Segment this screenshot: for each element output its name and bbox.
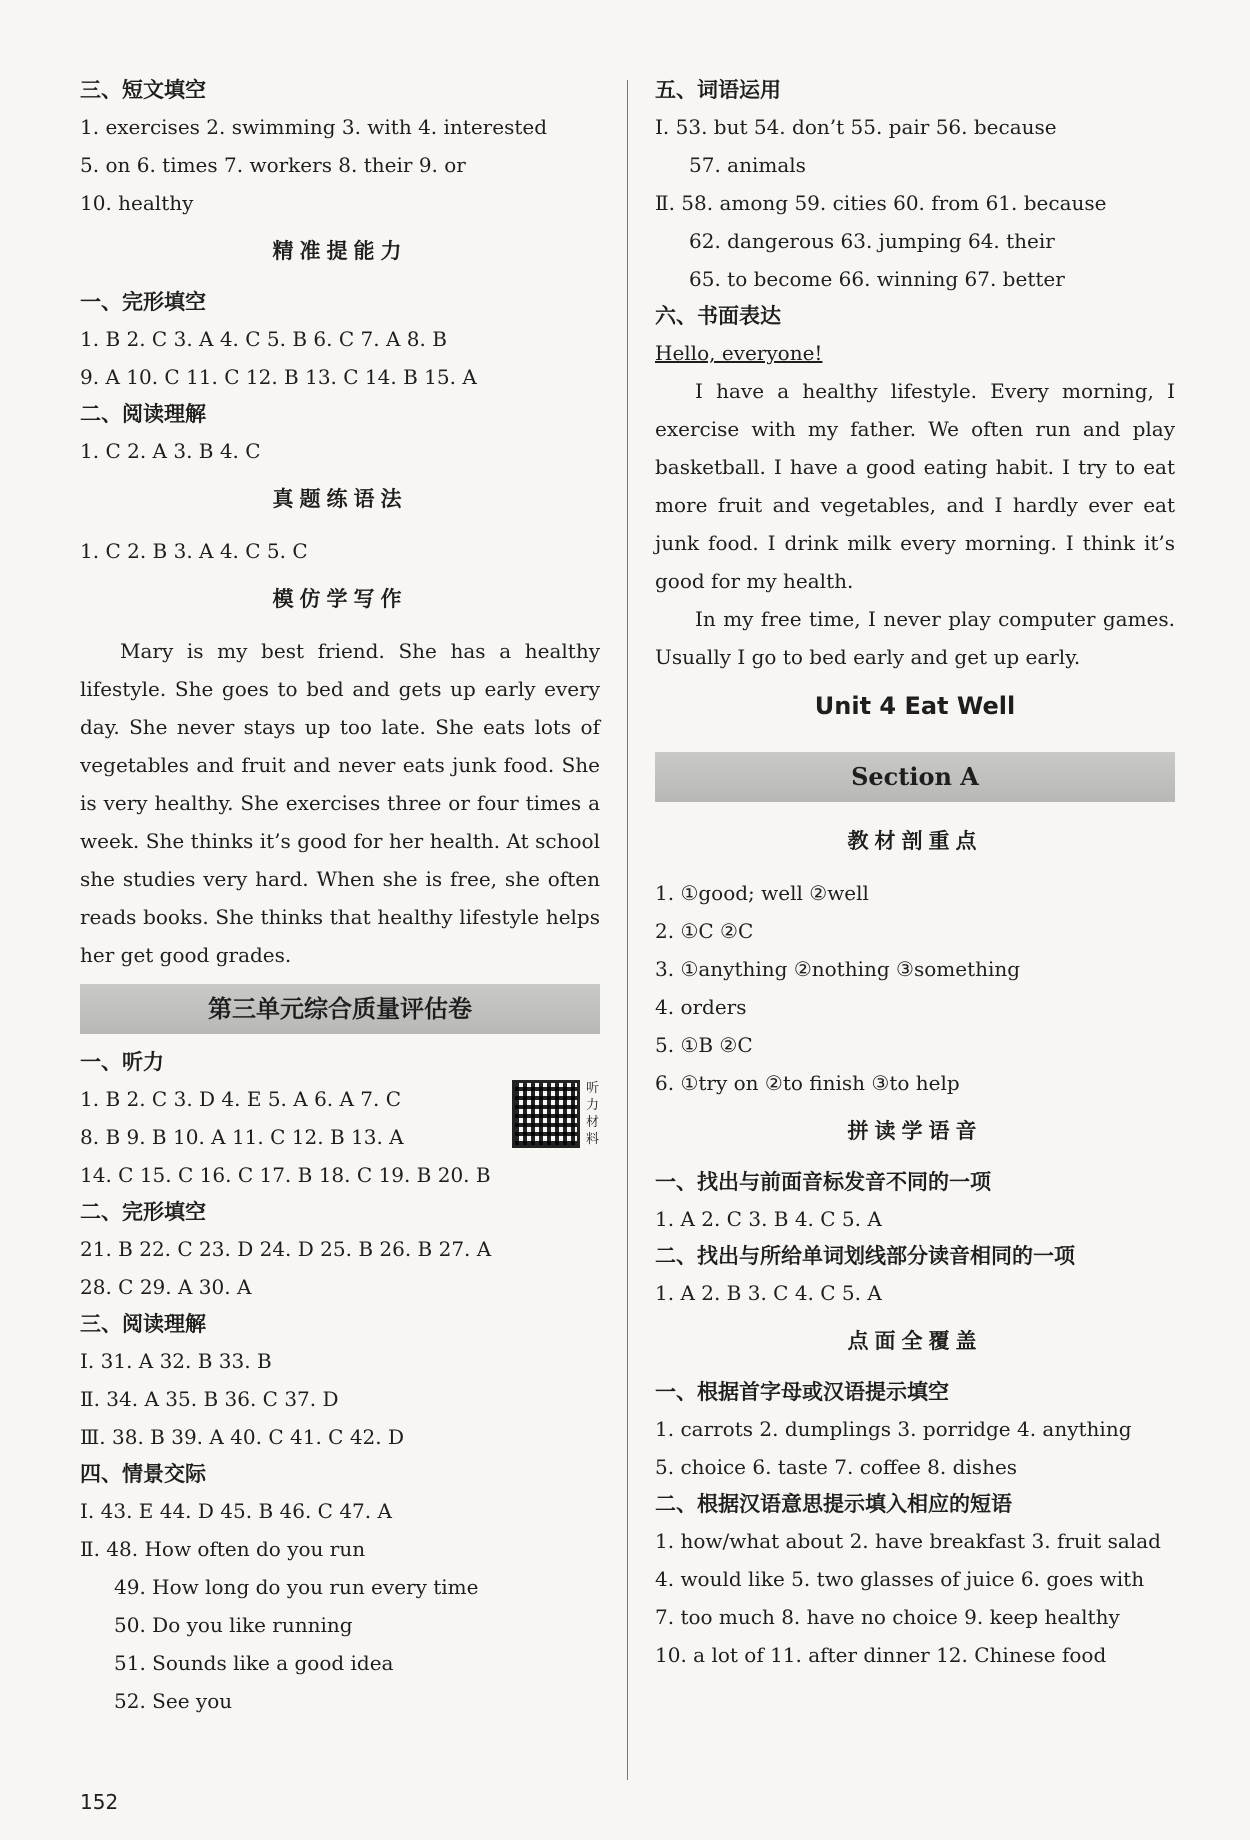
written-essay xyxy=(655,372,1175,676)
essay-greeting: Hello, everyone! xyxy=(655,341,823,365)
section-a-title: Section A xyxy=(655,752,1175,802)
qr-code-icon[interactable] xyxy=(512,1080,580,1148)
heading-textbook: 教材剖重点 xyxy=(847,828,983,853)
answer-line: Ⅱ. 34. A 35. B 36. C 37. D xyxy=(80,1387,339,1411)
answer-line: Ⅰ. 43. E 44. D 45. B 46. C 47. A xyxy=(80,1499,392,1523)
heading-coverage: 点面全覆盖 xyxy=(847,1328,983,1353)
answer-line: 1. B 2. C 3. D 4. E 5. A 6. A 7. C xyxy=(80,1087,402,1111)
answer-line: 2. ①C ②C xyxy=(655,919,754,943)
answer-line: 8. B 9. B 10. A 11. C 12. B 13. A xyxy=(80,1125,404,1149)
answer-line: 57. animals xyxy=(689,153,806,177)
answer-line: 7. too much 8. have no choice 9. keep healthy xyxy=(655,1605,1120,1629)
answer-line: 28. C 29. A 30. A xyxy=(80,1275,252,1299)
answer-line: 10. a lot of 11. after dinner 12. Chinese food xyxy=(655,1643,1107,1667)
unit-title: Unit 4 Eat Well xyxy=(814,692,1016,720)
answer-line: 6. ①try on ②to finish ③to help xyxy=(655,1071,960,1095)
section-title: 二、根据汉语意思提示填入相应的短语 xyxy=(655,1492,1012,1516)
answer-line: Ⅰ. 53. but 54. don’t 55. pair 56. because xyxy=(655,115,1057,139)
answer-line: 62. dangerous 63. jumping 64. their xyxy=(689,229,1055,253)
essay-paragraph: I have a healthy lifestyle. Every morning, I exercise with my father. We often run and play basketball. I have a good eating habit. I try to eat more fruit and vegetables, and I hardly ever eat junk food. I drink milk every morning. I think it’s good for my health. xyxy=(655,379,1175,593)
answer-line: 49. How long do you run every time xyxy=(114,1575,479,1599)
answer-line: 50. Do you like running xyxy=(114,1613,353,1637)
section-title: 一、听力 xyxy=(80,1050,164,1074)
answer-line: 10. healthy xyxy=(80,191,194,215)
section-title: 一、根据首字母或汉语提示填空 xyxy=(655,1380,949,1404)
section-title: 六、书面表达 xyxy=(655,304,781,328)
section-title: 四、情景交际 xyxy=(80,1462,206,1486)
answer-line: 51. Sounds like a good idea xyxy=(114,1651,394,1675)
answer-line: 21. B 22. C 23. D 24. D 25. B 26. B 27. A xyxy=(80,1237,492,1261)
left-column xyxy=(80,72,600,1720)
answer-line: 1. carrots 2. dumplings 3. porridge 4. anything xyxy=(655,1417,1132,1441)
answer-line: 1. A 2. C 3. B 4. C 5. A xyxy=(655,1207,882,1231)
section-title: 三、阅读理解 xyxy=(80,1312,206,1336)
answer-line: 1. B 2. C 3. A 4. C 5. B 6. C 7. A 8. B xyxy=(80,327,447,351)
unit-test-title: 第三单元综合质量评估卷 xyxy=(80,984,600,1034)
answer-line: 1. C 2. A 3. B 4. C xyxy=(80,439,261,463)
listening-block xyxy=(80,1080,600,1194)
heading-precise: 精准提能力 xyxy=(272,238,408,263)
answer-line: 52. See you xyxy=(114,1689,233,1713)
heading-grammar: 真题练语法 xyxy=(272,486,408,511)
section-title: 二、阅读理解 xyxy=(80,402,206,426)
section-title: 二、找出与所给单词划线部分读音相同的一项 xyxy=(655,1244,1075,1268)
answer-line: 3. ①anything ②nothing ③something xyxy=(655,957,1021,981)
answer-line: 9. A 10. C 11. C 12. B 13. C 14. B 15. A xyxy=(80,365,477,389)
answer-line: 1. exercises 2. swimming 3. with 4. interested xyxy=(80,115,548,139)
answer-line: 1. C 2. B 3. A 4. C 5. C xyxy=(80,539,308,563)
answer-line: 4. orders xyxy=(655,995,747,1019)
section-title: 二、完形填空 xyxy=(80,1200,206,1224)
answer-line: 5. choice 6. taste 7. coffee 8. dishes xyxy=(655,1455,1018,1479)
answer-line: 1. A 2. B 3. C 4. C 5. A xyxy=(655,1281,882,1305)
column-divider xyxy=(627,80,628,1780)
answer-line: 65. to become 66. winning 67. better xyxy=(689,267,1065,291)
answer-line: 1. ①good; well ②well xyxy=(655,881,869,905)
essay-paragraph: In my free time, I never play computer games. Usually I go to bed early and get up early. xyxy=(655,607,1175,669)
heading-writing: 模仿学写作 xyxy=(272,586,408,611)
answer-line: Ⅲ. 38. B 39. A 40. C 41. C 42. D xyxy=(80,1425,405,1449)
answer-line: 4. would like 5. two glasses of juice 6. goes with xyxy=(655,1567,1145,1591)
answer-line: 1. how/what about 2. have breakfast 3. fruit salad xyxy=(655,1529,1161,1553)
section-title: 五、词语运用 xyxy=(655,78,781,102)
answer-line: 5. ①B ②C xyxy=(655,1033,753,1057)
answer-line: 5. on 6. times 7. workers 8. their 9. or xyxy=(80,153,466,177)
section-title: 一、完形填空 xyxy=(80,290,206,314)
answer-line: Ⅰ. 31. A 32. B 33. B xyxy=(80,1349,272,1373)
essay-text: Mary is my best friend. She has a healthy lifestyle. She goes to bed and gets up early every day. She never stays up too late. She eats lots of vegetables and fruit and never eats junk food. She is very healthy. She exercises three or four times a week. She thinks it’s good for her health. At school she studies very hard. When she is free, she often reads books. She thinks that healthy lifestyle helps her get good grades. xyxy=(80,639,600,967)
qr-label: 听力材料 xyxy=(586,1081,600,1147)
heading-phonics: 拼读学语音 xyxy=(847,1118,983,1143)
page-number: 152 xyxy=(80,1790,119,1814)
answer-line: 14. C 15. C 16. C 17. B 18. C 19. B 20. B xyxy=(80,1163,491,1187)
section-title: 一、找出与前面音标发音不同的一项 xyxy=(655,1170,991,1194)
model-essay xyxy=(80,632,600,974)
right-column xyxy=(655,72,1175,1674)
answer-line: Ⅱ. 48. How often do you run xyxy=(80,1537,366,1561)
answer-line: Ⅱ. 58. among 59. cities 60. from 61. because xyxy=(655,191,1107,215)
section-title: 三、短文填空 xyxy=(80,78,206,102)
